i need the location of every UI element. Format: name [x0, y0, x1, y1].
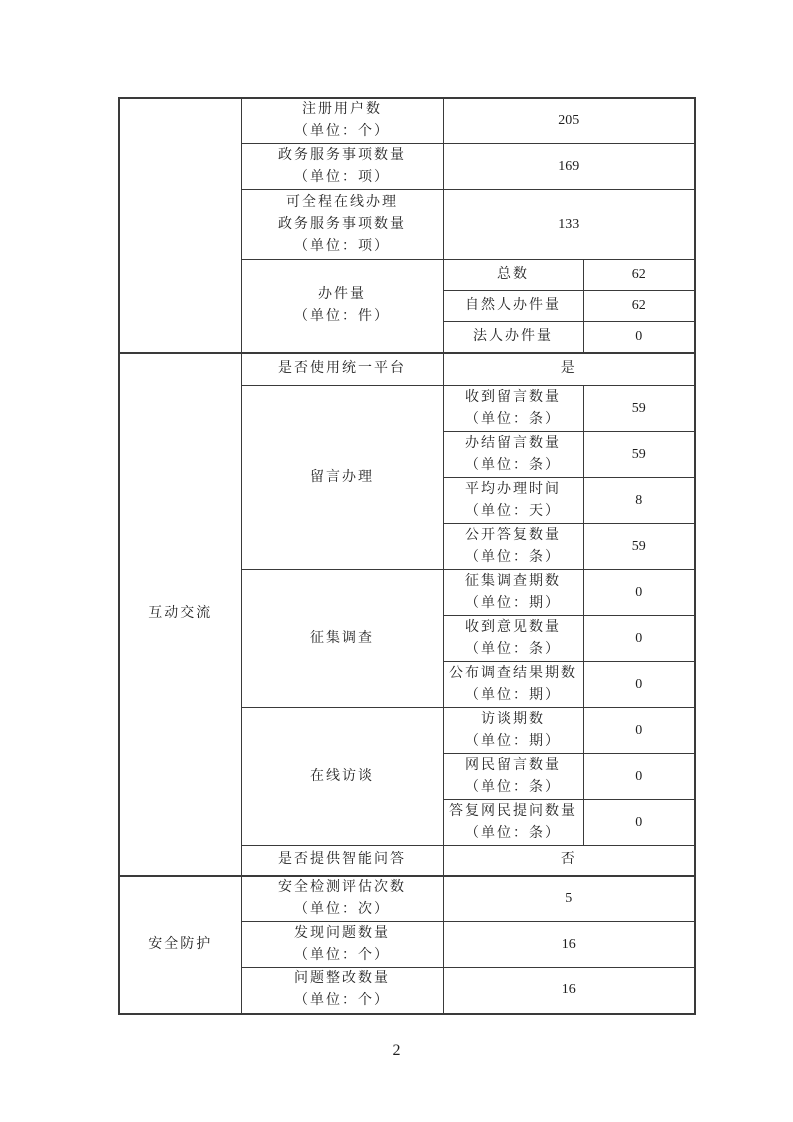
row-unit-line: （单位：次） [294, 901, 390, 917]
government-report-statistics-table [118, 97, 696, 1015]
row-label-line: 问题整改数量 [294, 971, 390, 987]
value-service-items: 169 [443, 144, 695, 190]
sub-label-netizen-questions-answered [443, 800, 583, 846]
sub-label-line: 平均办理时间 [465, 481, 561, 497]
sub-unit-line: （单位：条） [465, 825, 561, 841]
sub-unit-line: （单位：天） [465, 503, 561, 519]
sub-label-line: 答复网民提问数量 [449, 803, 577, 819]
row-label-line: 安全检测评估次数 [278, 879, 406, 895]
group-unit-line: （单位：件） [294, 308, 390, 324]
row-label-problems-found [241, 922, 443, 968]
sub-unit-line: （单位：条） [465, 411, 561, 427]
row-unit-line: （单位：个） [294, 947, 390, 963]
value-unified-platform: 是 [443, 353, 695, 386]
sub-label-line: 征集调查期数 [465, 573, 561, 589]
value-messages-completed: 59 [583, 432, 695, 478]
group-label-message-handling: 留言办理 [241, 386, 443, 570]
value-total: 62 [583, 260, 695, 291]
sub-label-line: 收到意见数量 [465, 619, 561, 635]
value-public-replies: 59 [583, 524, 695, 570]
section-label-security: 安全防护 [119, 876, 241, 1014]
row-label-online-service-items [241, 190, 443, 260]
sub-label-line: 公布调查结果期数 [449, 665, 577, 681]
sub-label-opinions-received [443, 616, 583, 662]
row-unit-line: （单位：个） [294, 124, 390, 139]
sub-unit-line: （单位：期） [465, 595, 561, 611]
value-smart-qa: 否 [443, 846, 695, 876]
value-opinions-received: 0 [583, 616, 695, 662]
value-survey-results-published: 0 [583, 662, 695, 708]
sub-label-line: 网民留言数量 [465, 757, 561, 773]
sub-label-total: 总数 [443, 260, 583, 291]
group-label-online-interview: 在线访谈 [241, 708, 443, 846]
row-label-unified-platform: 是否使用统一平台 [241, 353, 443, 386]
sub-label-natural-person-volume: 自然人办件量 [443, 291, 583, 322]
row-label-line: 注册用户数 [302, 102, 382, 117]
row-label-line: 政务服务事项数量 [278, 216, 406, 232]
sub-unit-line: （单位：期） [465, 733, 561, 749]
group-label-handled-volume [241, 260, 443, 353]
sub-label-line: 办结留言数量 [465, 435, 561, 451]
row-label-registered-users [241, 98, 443, 144]
row-label-smart-qa: 是否提供智能问答 [241, 846, 443, 876]
sub-label-netizen-messages [443, 754, 583, 800]
sub-label-average-handling-time [443, 478, 583, 524]
section-label-services-empty [119, 98, 241, 353]
section-label-interaction: 互动交流 [119, 353, 241, 876]
value-security-assessments: 5 [443, 876, 695, 922]
value-registered-users: 205 [443, 98, 695, 144]
value-natural-person-volume: 62 [583, 291, 695, 322]
value-problems-rectified: 16 [443, 968, 695, 1014]
row-label-line: 发现问题数量 [294, 925, 390, 941]
sub-unit-line: （单位：期） [465, 687, 561, 703]
row-unit-line: （单位：项） [294, 169, 390, 185]
sub-label-messages-completed [443, 432, 583, 478]
sub-label-line: 访谈期数 [481, 711, 545, 727]
sub-label-line: 收到留言数量 [465, 389, 561, 405]
row-unit-line: （单位：项） [294, 238, 390, 254]
row-label-line: 可全程在线办理 [286, 194, 398, 210]
value-survey-periods: 0 [583, 570, 695, 616]
page-number: 2 [392, 1042, 401, 1059]
row-unit-line: （单位：个） [294, 993, 390, 1009]
value-online-service-items: 133 [443, 190, 695, 260]
sub-unit-line: （单位：条） [465, 779, 561, 795]
sub-unit-line: （单位：条） [465, 641, 561, 657]
sub-label-legal-person-volume: 法人办件量 [443, 322, 583, 353]
sub-unit-line: （单位：条） [465, 549, 561, 565]
sub-label-interview-periods [443, 708, 583, 754]
value-messages-received: 59 [583, 386, 695, 432]
row-label-problems-rectified [241, 968, 443, 1014]
row-label-security-assessments [241, 876, 443, 922]
value-netizen-messages: 0 [583, 754, 695, 800]
group-label-line: 办件量 [318, 286, 366, 302]
sub-label-messages-received [443, 386, 583, 432]
value-average-handling-time: 8 [583, 478, 695, 524]
row-label-line: 政务服务事项数量 [278, 147, 406, 163]
value-interview-periods: 0 [583, 708, 695, 754]
row-label-service-items [241, 144, 443, 190]
sub-label-survey-results-published [443, 662, 583, 708]
group-label-survey: 征集调查 [241, 570, 443, 708]
value-netizen-questions-answered: 0 [583, 800, 695, 846]
sub-label-public-replies [443, 524, 583, 570]
value-legal-person-volume: 0 [583, 322, 695, 353]
value-problems-found: 16 [443, 922, 695, 968]
sub-unit-line: （单位：条） [465, 457, 561, 473]
sub-label-line: 公开答复数量 [465, 527, 561, 543]
sub-label-survey-periods [443, 570, 583, 616]
